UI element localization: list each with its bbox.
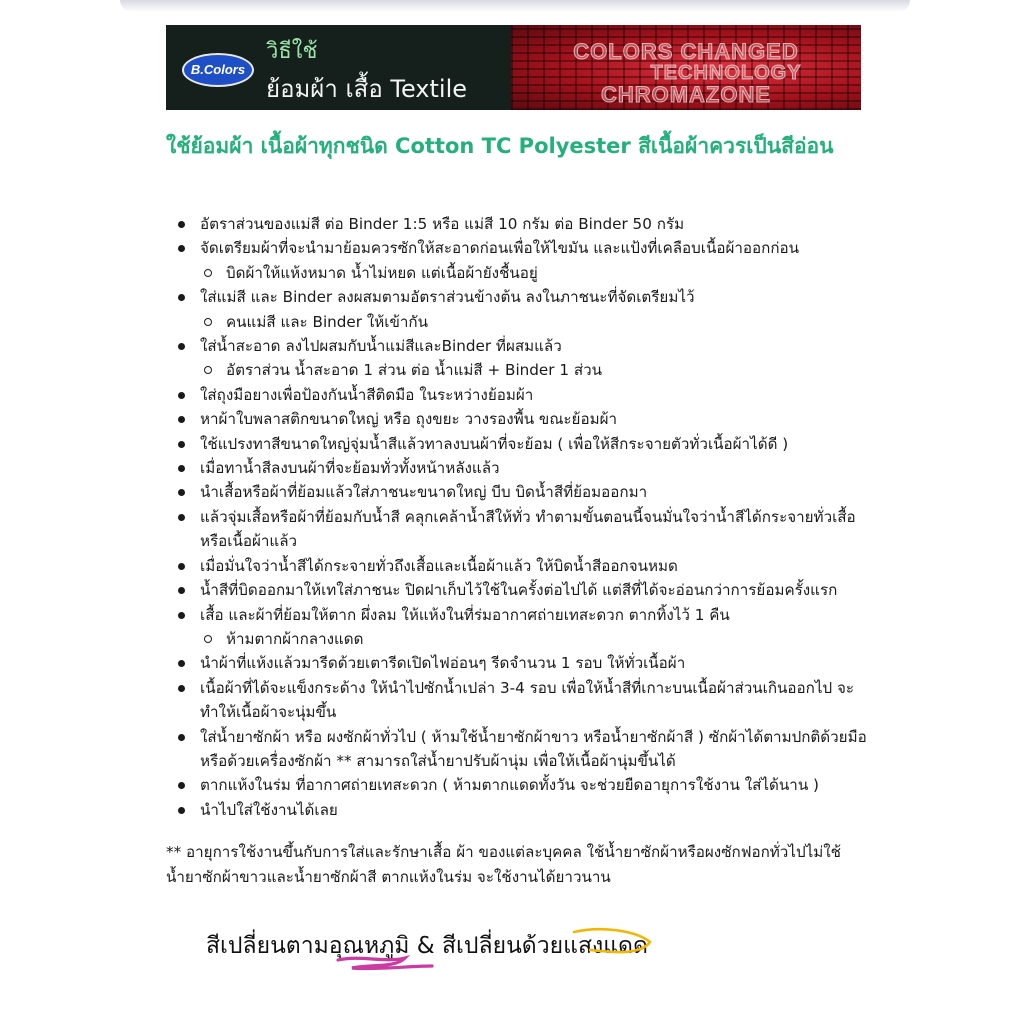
yellow-underline-scribble <box>574 929 650 952</box>
list-item-text: ใช้แปรงทาสีขนาดใหญ่จุ่มน้ำสีแล้วทาลงบนผ้าที่จะย้อม ( เพื่อให้สีกระจายตัวทั่วเนื้อผ้าได้ดี ) <box>200 434 789 453</box>
list-item-text: อัตราส่วน น้ำสะอาด 1 ส่วน ต่อ น้ำแม่สี + Binder 1 ส่วน <box>226 361 603 380</box>
banner-tagline-2: TECHNOLOGY <box>650 62 802 84</box>
list-item-text: น้ำสีที่บิดออกมาให้เทใส่ภาชนะ ปิดฝาเก็บไว้ใช้ในครั้งต่อไปได้ แต่สีที่ได้จะอ่อนกว่าการย้อมครั้งแรก <box>200 581 838 600</box>
list-item-text: ใส่น้ำสะอาด ลงไปผสมกับน้ำแม่สีและBinder ที่ผสมแล้ว <box>200 337 562 356</box>
pink-underline-scribble <box>338 958 432 969</box>
banner-tagline-3: CHROMAZONE <box>600 82 772 107</box>
list-item-text: เมื่อมั่นใจว่าน้ำสีได้กระจายทั่วถึงเสื้อและเนื้อผ้าแล้ว ให้บิดน้ำสีออกจนหมด <box>200 556 678 575</box>
list-item-text: ตากแห้งในร่ม ที่อากาศถ่ายเทสะดวก ( ห้ามตากแดดทั้งวัน จะช่วยยืดอายุการใช้งาน ใส่ได้นาน ) <box>200 776 819 795</box>
banner-tagline-1: COLORS CHANGED <box>573 39 799 64</box>
list-item-text: คนแม่สี และ Binder ให้เข้ากัน <box>226 312 428 331</box>
list-item-text: หาผ้าใบพลาสติกขนาดใหญ่ หรือ ถุงขยะ วางรองพื้น ขณะย้อมผ้า <box>200 410 618 429</box>
list-item-text: เสื้อ และผ้าที่ย้อมให้ตาก ผึ่งลม ให้แห้งในที่ร่มอากาศถ่ายเทสะดวก ตากทิ้งไว้ 1 คืน <box>200 605 730 624</box>
list-item-text: นำไปใส่ใช้งานได้เลย <box>200 800 338 819</box>
list-item-text: ห้ามตากผ้ากลางแดด <box>226 629 364 648</box>
list-item-text: ใส่น้ำยาซักผ้า หรือ ผงซักผ้าทั่วไป ( ห้ามใช้น้ำยาซักผ้าขาว หรือน้ำยาซักผ้าสี ) ซักผ้าได้ตามปกติด้วยมือ หรือด้วยเครื่องซักผ้า ** สามารถใส่น้ำยาปรับผ้านุ่ม เพื่อให้เนื้อผ้านุ่มขึ้นได้ <box>200 727 867 770</box>
list-item-text: ใส่ถุงมือยางเพื่อป้องกันน้ำสีติดมือ ในระหว่างย้อมผ้า <box>200 385 534 404</box>
brand-logo: B.Colors <box>182 53 254 87</box>
list-item-text: อัตราส่วนของแม่สี ต่อ Binder 1:5 หรือ แม่สี 10 กรัม ต่อ Binder 50 กรัม <box>200 215 685 233</box>
list-item-text: นำเสื้อหรือผ้าที่ย้อมแล้วใส่ภาชนะขนาดใหญ่ บีบ บิดน้ำสีที่ย้อมออกมา <box>200 483 648 502</box>
banner-subtitle: ย้อมผ้า เสื้อ Textile <box>266 75 467 103</box>
list-item-text: บิดผ้าให้แห้งหมาด น้ำไม่หยด แต่เนื้อผ้ายังชื้นอยู่ <box>226 263 538 282</box>
list-item-text: แล้วจุ่มเสื้อหรือผ้าที่ย้อมกับน้ำสี คลุกเคล้าน้ำสีให้ทั่ว ทำตามขั้นตอนนี้จนมั่นใจว่าน้ำสีได้กระจายทั่วเสื้อหรือเนื้อผ้าแล้ว <box>200 507 856 551</box>
list-item-text: จัดเตรียมผ้าที่จะนำมาย้อมควรซักให้สะอาดก่อนเพื่อให้ไขมัน และแป้งที่เคลือบเนื้อผ้าออกก่อน <box>200 239 800 258</box>
usage-note: ** อายุการใช้งานขึ้นกับการใส่และรักษาเสื้อ ผ้า ของแต่ละบุคคล ใช้น้ำยาซักผ้าหรือผงซักฟอกทั่วไปไม่ใช้น้ำยาซักผ้าขาวและน้ำยาซักผ้าสี ตากแห้งในร่ม จะใช้งานได้ยาวนาน <box>166 843 841 886</box>
list-item-text: เนื้อผ้าที่ได้จะแข็งกระด้าง ให้นำไปซักน้ำเปล่า 3-4 รอบ เพื่อให้น้ำสีที่เกาะบนเนื้อผ้าส่วนเกินออกไป จะทำให้เนื้อผ้าจะนุ่มขึ้น <box>200 678 855 722</box>
footer-tagline: สีเปลี่ยนตามอุณหภูมิ & สีเปลี่ยนด้วยแสงแดด <box>206 933 648 959</box>
list-item-text: ใส่แม่สี และ Binder ลงผสมตามอัตราส่วนข้างต้น ลงในภาชนะที่จัดเตรียมไว้ <box>200 288 695 307</box>
page-heading: ใช้ย้อมผ้า เนื้อผ้าทุกชนิด Cotton TC Polyester สีเนื้อผ้าควรเป็นสีอ่อน <box>166 134 834 158</box>
list-item-text: นำผ้าที่แห้งแล้วมารีดด้วยเตารีดเปิดไฟอ่อนๆ รีดจำนวน 1 รอบ ให้ทั่วเนื้อผ้า <box>200 654 686 673</box>
banner-howto: วิธีใช้ <box>266 39 318 64</box>
list-item-text: เมื่อทาน้ำสีลงบนผ้าที่จะย้อมทั่วทั้งหน้าหลังแล้ว <box>200 459 500 478</box>
